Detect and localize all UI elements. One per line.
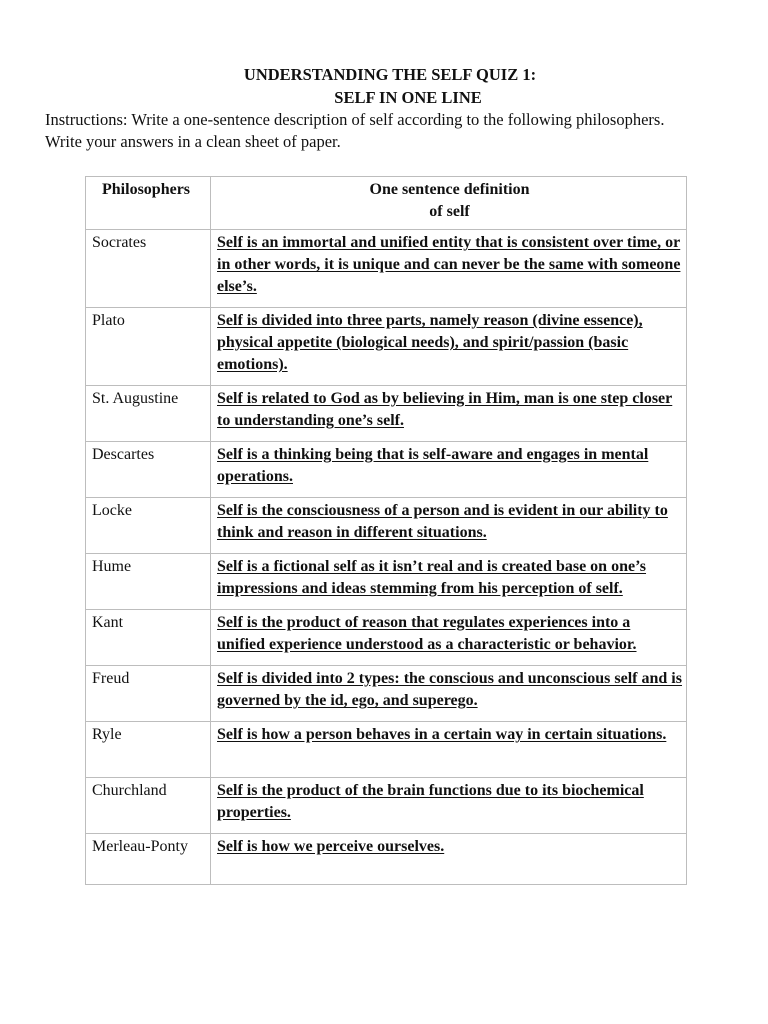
philosopher-name: Locke — [86, 498, 211, 554]
header-definition — [211, 177, 687, 230]
table-row — [86, 554, 687, 610]
definition-cell — [211, 722, 687, 778]
philosopher-name: Plato — [86, 308, 211, 386]
definition-cell — [211, 230, 687, 308]
table-row — [86, 442, 687, 498]
table-row — [86, 834, 687, 885]
instructions-line-2: Write your answers in a clean sheet of paper. — [45, 132, 341, 151]
definition-text: Self is divided into 2 types: the conscious and unconscious self and is governed by the id, ego, and superego. — [217, 670, 682, 709]
table-row — [86, 666, 687, 722]
quiz-subtitle: SELF IN ONE LINE — [334, 88, 482, 107]
philosopher-name: Ryle — [86, 722, 211, 778]
instructions-line-1: Instructions: Write a one-sentence description of self according to the following philosophers. — [45, 110, 665, 129]
philosopher-name: Socrates — [86, 230, 211, 308]
header-philosophers: Philosophers — [86, 177, 211, 230]
instructions — [45, 109, 745, 153]
quiz-title: UNDERSTANDING THE SELF QUIZ 1: — [243, 65, 537, 84]
definition-cell — [211, 610, 687, 666]
philosopher-name: Merleau-Ponty — [86, 834, 211, 885]
definition-text: Self is how a person behaves in a certain way in certain situations. — [217, 726, 667, 743]
header-definition-line-1: One sentence definition — [369, 181, 530, 198]
definition-cell — [211, 386, 687, 442]
table-row — [86, 386, 687, 442]
philosopher-name: Churchland — [86, 778, 211, 834]
table-row — [86, 778, 687, 834]
philosopher-name: St. Augustine — [86, 386, 211, 442]
definition-text: Self is related to God as by believing in Him, man is one step closer to understanding one’s self. — [217, 390, 673, 429]
definition-cell — [211, 554, 687, 610]
definition-text: Self is a thinking being that is self-aware and engages in mental operations. — [217, 446, 649, 485]
definition-text: Self is the product of the brain functions due to its biochemical properties. — [217, 782, 644, 821]
definition-text: Self is the product of reason that regulates experiences into a unified experience understood as a characteristic or behavior. — [217, 614, 637, 653]
definition-cell — [211, 308, 687, 386]
philosophers-table — [85, 176, 687, 885]
table-row — [86, 230, 687, 308]
table-header-row — [86, 177, 687, 230]
table-row — [86, 722, 687, 778]
definition-text: Self is divided into three parts, namely reason (divine essence), physical appetite (biological needs), and spirit/passion (basic emotions). — [217, 312, 643, 373]
table-row — [86, 498, 687, 554]
definition-cell — [211, 442, 687, 498]
definition-cell — [211, 778, 687, 834]
table-row — [86, 308, 687, 386]
philosopher-name: Hume — [86, 554, 211, 610]
definition-text: Self is the consciousness of a person and is evident in our ability to think and reason in different situations. — [217, 502, 668, 541]
header-definition-line-2: of self — [429, 203, 470, 220]
definition-cell — [211, 834, 687, 885]
philosopher-name: Kant — [86, 610, 211, 666]
definition-text: Self is how we perceive ourselves. — [217, 838, 445, 855]
definition-cell — [211, 666, 687, 722]
definition-text: Self is an immortal and unified entity that is consistent over time, or in other words, it is unique and can never be the same with someone else’s. — [217, 234, 681, 295]
philosopher-name: Descartes — [86, 442, 211, 498]
definition-text: Self is a fictional self as it isn’t real and is created base on one’s impressions and ideas stemming from his perception of self. — [217, 558, 647, 597]
philosopher-name: Freud — [86, 666, 211, 722]
table-row — [86, 610, 687, 666]
definition-cell — [211, 498, 687, 554]
